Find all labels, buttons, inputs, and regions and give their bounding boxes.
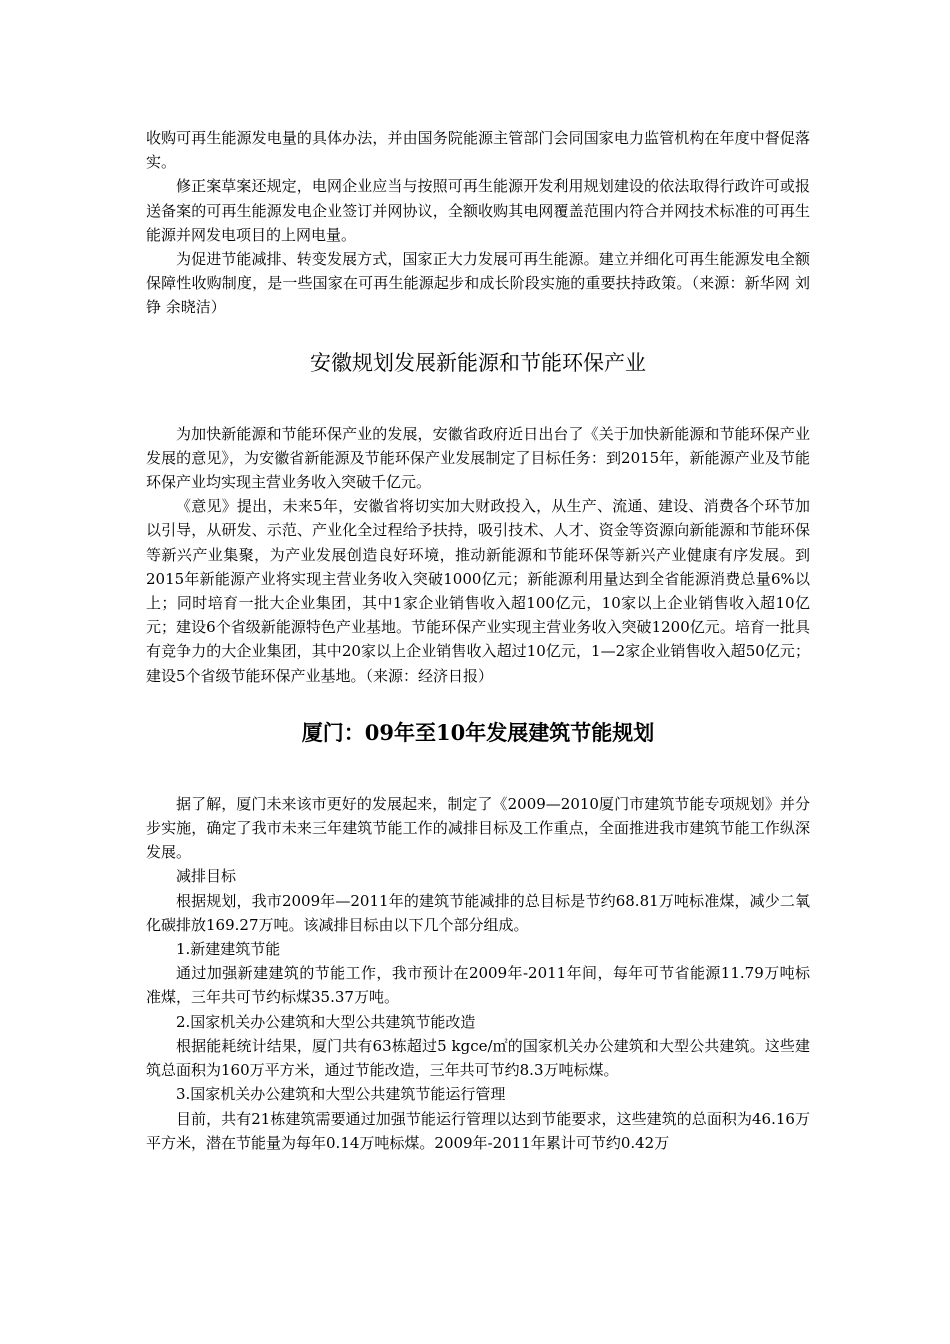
paragraph: 根据规划，我市2009年—2011年的建筑节能减排的总目标是节约68.81万吨标准煤，减少二氧化碳排放169.27万吨。该减排目标由以下几个部分组成。 (146, 891, 810, 934)
intro-section (146, 126, 810, 320)
section-title: 厦门：09年至10年发展建筑节能规划 (301, 719, 655, 745)
paragraph: 通过加强新建建筑的节能工作，我市预计在2009年-2011年间，每年可节省能源11.79万吨标准煤，三年共可节约标煤35.37万吨。 (146, 964, 810, 1007)
subheading: 2.国家机关办公建筑和大型公共建筑节能改造 (176, 1012, 476, 1031)
paragraph: 《意见》提出，未来5年，安徽省将切实加大财政投入，从生产、流通、建设、消费各个环节加以引导，从研发、示范、产业化全过程给予扶持，吸引技术、人才、资金等资源向新能源和节能环保等新兴产业集聚，为产业发展创造良好环境，推动新能源和节能环保等新兴产业健康有序发展。到2015年新能源产业将实现主营业务收入突破1000亿元；新能源利用量达到全省能源消费总量6%以上；同时培育一批大企业集团，其中1家企业销售收入超100亿元，10家以上企业销售收入超10亿元；建设6个省级新能源特色产业基地。节能环保产业实现主营业务收入突破1200亿元。培育一批具有竞争力的大企业集团，其中20家以上企业销售收入超过10亿元，1—2家企业销售收入超50亿元；建设5个省级节能环保产业基地。（来源：经济日报） (146, 497, 810, 685)
subheading: 减排目标 (176, 867, 237, 886)
xiamen-section (146, 688, 810, 1155)
subheading: 1.新建建筑节能 (176, 940, 281, 959)
subheading: 3.国家机关办公建筑和大型公共建筑节能运行管理 (176, 1085, 506, 1104)
paragraph: 据了解，厦门未来该市更好的发展起来，制定了《2009—2010厦门市建筑节能专项规划》并分步实施，确定了我市未来三年建筑节能工作的减排目标及工作重点，全面推进我市建筑节能工作纵深发展。 (146, 794, 810, 862)
section-title: 安徽规划发展新能源和节能环保产业 (310, 350, 646, 375)
paragraph: 修正案草案还规定，电网企业应当与按照可再生能源开发利用规划建设的依法取得行政许可或报送备案的可再生能源发电企业签订并网协议，全额收购其电网覆盖范围内符合并网技术标准的可再生能源并网发电项目的上网电量。 (146, 177, 810, 244)
paragraph: 收购可再生能源发电量的具体办法，并由国务院能源主管部门会同国家电力监管机构在年度中督促落实。 (146, 129, 810, 172)
paragraph: 目前，共有21栋建筑需要通过加强节能运行管理以达到节能要求，这些建筑的总面积为46.16万平方米，潜在节能量为每年0.14万吨标煤。2009年-2011年累计可节约0.42万 (146, 1109, 810, 1152)
paragraph: 为促进节能减排、转变发展方式，国家正大力发展可再生能源。建立并细化可再生能源发电全额保障性收购制度，是一些国家在可再生能源起步和成长阶段实施的重要扶持政策。（来源：新华网 刘铮 余晓洁） (146, 250, 810, 317)
anhui-section (146, 320, 810, 688)
paragraph: 根据能耗统计结果，厦门共有63栋超过5 kgce/㎡的国家机关办公建筑和大型公共建筑。这些建筑总面积为160万平方米，通过节能改造，三年共可节约8.3万吨标煤。 (146, 1036, 810, 1080)
paragraph: 为加快新能源和节能环保产业的发展，安徽省政府近日出台了《关于加快新能源和节能环保产业发展的意见》，为安徽省新能源及节能环保产业发展制定了目标任务：到2015年，新能源产业及节能环保产业均实现主营业务收入突破千亿元。 (146, 424, 810, 492)
